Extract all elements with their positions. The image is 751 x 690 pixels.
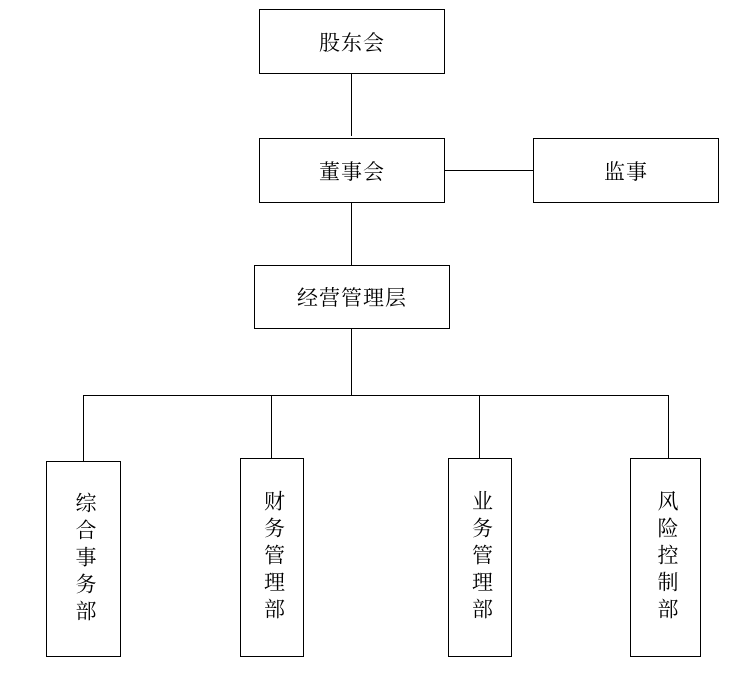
connector-shareholders-board (351, 74, 352, 136)
connector-board-management (351, 203, 352, 265)
node-board[interactable] (259, 138, 445, 203)
connector-board-supervisor (443, 170, 533, 171)
node-management[interactable] (254, 265, 450, 329)
node-board-label: 董事会 (319, 160, 385, 184)
node-supervisor-label: 监事 (604, 160, 648, 184)
node-shareholders-label: 股东会 (319, 31, 385, 55)
node-shareholders[interactable] (259, 9, 445, 74)
connector-bus-risk-control (668, 395, 669, 461)
node-general-affairs[interactable] (46, 461, 121, 657)
connector-bus-finance (271, 395, 272, 461)
node-finance-label: 财务管理部 (261, 490, 285, 625)
node-business[interactable] (448, 458, 512, 657)
node-supervisor[interactable] (533, 138, 719, 203)
node-risk-control[interactable] (630, 458, 701, 657)
node-finance[interactable] (240, 458, 304, 657)
node-business-label: 业务管理部 (469, 490, 493, 625)
connector-bus-business (479, 395, 480, 461)
connector-department-bus (83, 395, 668, 396)
node-general-affairs-label: 综合事务部 (72, 491, 96, 627)
node-management-label: 经营管理层 (297, 287, 407, 310)
connector-management-bus (351, 329, 352, 395)
node-risk-control-label: 风险控制部 (654, 490, 678, 625)
connector-bus-general-affairs (83, 395, 84, 461)
